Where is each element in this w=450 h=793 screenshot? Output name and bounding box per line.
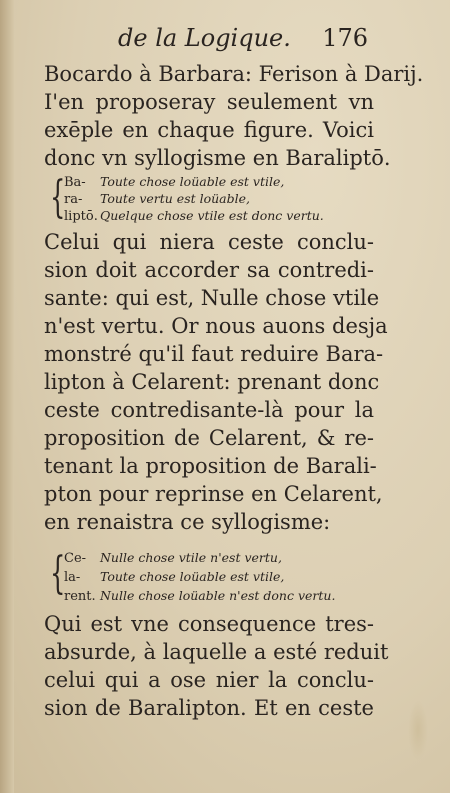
- text-line: tenant la proposition de Barali-: [44, 454, 377, 478]
- syllogism-row: [64, 191, 250, 207]
- text-line: en renaistra ce syllogisme:: [44, 510, 331, 534]
- syllogism-conclusion: Nulle chose loüable n'est donc vertu.: [99, 588, 336, 603]
- text-line: Qui est vne consequence tres-: [44, 612, 374, 636]
- syllogism-row: [64, 550, 282, 566]
- syllogism-mnemonic: Ce-: [64, 551, 87, 566]
- text-line: celui qui a ose nier la conclu-: [44, 668, 374, 692]
- text-line: sion de Baralipton. Et en ceste: [44, 696, 374, 720]
- syllogism-premise: Toute vertu est loüable,: [99, 191, 251, 206]
- text-line: donc vn syllogisme en Baraliptō.: [44, 146, 391, 170]
- text-line: Celui qui niera ceste conclu-: [44, 230, 374, 254]
- syllogism-baralipton: [50, 174, 360, 226]
- text-line: ceste contredisante-là pour la: [44, 398, 374, 422]
- syllogism-mnemonic: ra-: [64, 192, 83, 207]
- text-line: proposition de Celarent, & re-: [44, 426, 374, 450]
- text-line: exēple en chaque figure. Voici: [44, 118, 374, 142]
- syllogism-conclusion: Quelque chose vtile est donc vertu.: [99, 208, 324, 223]
- brace-icon: {: [50, 172, 66, 223]
- page-number: 176: [322, 24, 368, 52]
- page-gutter-edge: [0, 0, 14, 793]
- syllogism-mnemonic: rent.: [64, 589, 96, 604]
- text-line: sion doit accorder sa contredi-: [44, 258, 374, 282]
- syllogism-row: [64, 208, 324, 224]
- text-line: I'en proposeray seulement vn: [44, 90, 374, 114]
- text-line: pton pour reprinse en Celarent,: [44, 482, 383, 506]
- text-line: n'est vertu. Or nous auons desja: [44, 314, 388, 338]
- text-line: monstré qu'il faut reduire Bara-: [44, 342, 384, 366]
- syllogism-mnemonic: Ba-: [64, 175, 86, 190]
- text-line: sante: qui est, Nulle chose vtile: [44, 286, 380, 310]
- brace-icon: {: [50, 548, 66, 599]
- syllogism-premise: Nulle chose vtile n'est vertu,: [99, 550, 282, 565]
- text-line: Bocardo à Barbara: Ferison à Darij.: [44, 62, 424, 86]
- syllogism-premise: Toute chose loüable est vtile,: [99, 569, 285, 584]
- running-title: de la Logique.: [118, 24, 291, 52]
- syllogism-mnemonic: la-: [64, 570, 81, 585]
- syllogism-mnemonic: liptō.: [64, 209, 98, 224]
- syllogism-premise: Toute chose loüable est vtile,: [99, 174, 285, 189]
- text-line: absurde, à laquelle a esté reduit: [44, 640, 389, 664]
- running-header: [118, 20, 368, 56]
- text-line: lipton à Celarent: prenant donc: [44, 370, 380, 394]
- syllogism-row: [64, 174, 284, 190]
- paper-stain: [408, 700, 428, 760]
- syllogism-celarent: [50, 550, 360, 602]
- syllogism-row: [64, 569, 284, 585]
- syllogism-row: [64, 588, 335, 604]
